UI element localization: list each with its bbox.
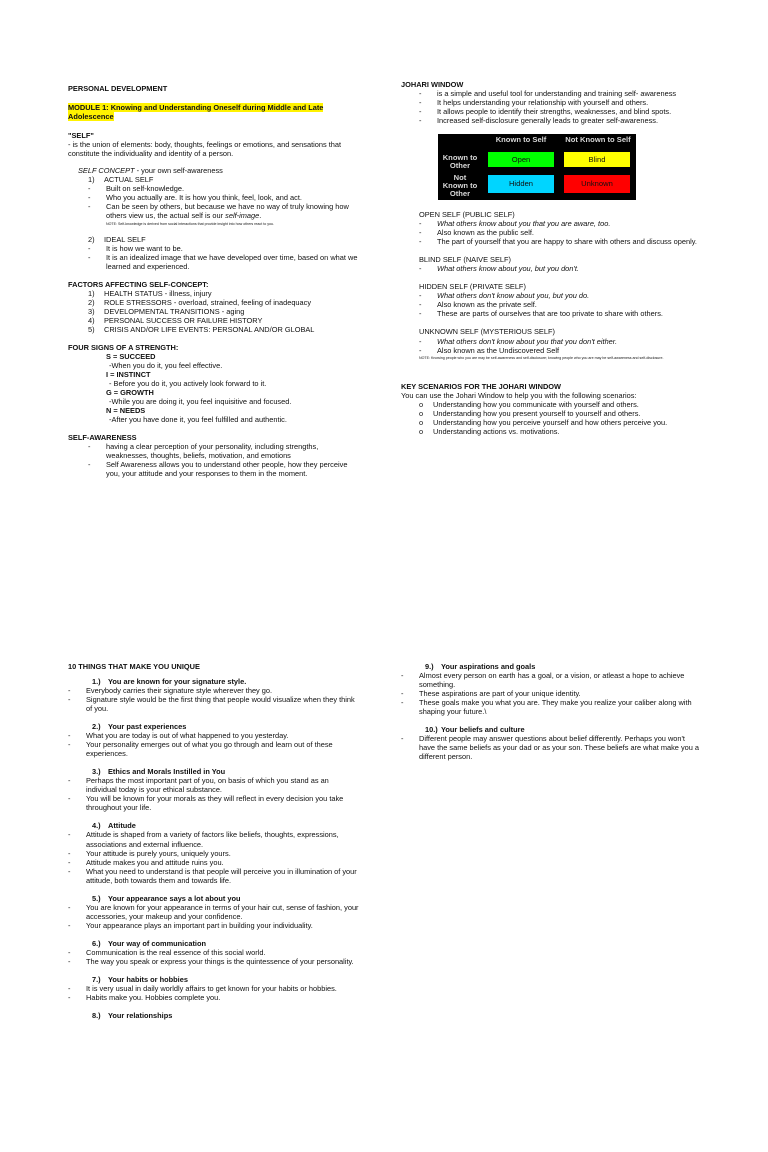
page2-left-column <box>68 662 360 1029</box>
ideal-self-block: 2) IDEAL SELF - It is how we want to be. - It is an idealized image that we have developed over time, based on what we learned and experienced. <box>68 235 360 271</box>
list-item: - Also known as the public self. <box>419 228 534 238</box>
unique-heading: 10 THINGS THAT MAKE YOU UNIQUE <box>68 662 200 671</box>
list-item: - Attitude is shaped from a variety of factors like beliefs, thoughts, expressions, associations and external influence. <box>68 830 339 849</box>
unique-item <box>68 821 360 884</box>
list-item: 2) ROLE STRESSORS - overload, strained, feeling of inadequacy <box>88 297 312 307</box>
unique-item-number: 2.) <box>92 722 101 732</box>
unique-list-left <box>68 677 360 1020</box>
list-item: o Understanding how you present yourself to yourself and others. <box>419 408 641 418</box>
unique-item-title: Your habits or hobbies <box>108 974 188 984</box>
unique-item <box>68 894 360 930</box>
unique-item-number: 7.) <box>92 974 101 984</box>
open-self-block <box>401 210 699 246</box>
unique-item-title: Your way of communication <box>108 938 207 948</box>
sign-key: N = NEEDS <box>106 406 146 416</box>
unique-item-title: You are known for your signature style. <box>108 677 247 687</box>
johari-window-graphic <box>438 134 636 200</box>
johari-list <box>401 89 699 125</box>
sign-desc: -After you have done it, you feel fulfilled and authentic. <box>109 415 287 425</box>
list-item: - What you need to understand is that people will perceive you in illumination of your attitude, both towards them and towards life. <box>68 866 357 885</box>
module-heading: MODULE 1: Knowing and Understanding Oneself during Middle and Late Adolescence <box>68 103 324 122</box>
unique-item-title: Your beliefs and culture <box>441 725 525 735</box>
sign-key: I = INSTINCT <box>106 370 151 380</box>
johari-col-not-known-to-self: Not Known to Self <box>565 135 631 145</box>
johari-open-cell: Open <box>488 152 554 167</box>
list-item: 5) CRISIS AND/OR LIFE EVENTS: PERSONAL AND/OR GLOBAL <box>88 324 315 334</box>
list-item: - Perhaps the most important part of you, on basis of which you stand as an individual today is your ethical substance. <box>68 776 329 795</box>
unique-item <box>68 677 360 713</box>
list-item: - Who you actually are. It is how you think, feel, look, and act. <box>88 193 302 203</box>
unique-item <box>401 662 701 716</box>
johari-unknown-cell: Unknown <box>564 175 630 193</box>
sign-desc: - Before you do it, you actively look forward to it. <box>109 379 267 389</box>
list-item: - These goals make you what you are. They make you realize your caliber along with shaping your future.\ <box>401 698 692 717</box>
signs-list <box>68 352 360 424</box>
list-item: - The part of yourself that you are happy to share with others and discuss openly. <box>419 237 697 247</box>
list-item: - You will be known for your morals as they will reflect in every decision you take throughout your life. <box>68 794 344 813</box>
list-item: - Communication is the real essence of this social world. <box>68 947 266 957</box>
unique-item <box>68 1011 360 1020</box>
document-page-2 <box>0 640 768 1152</box>
list-item: - Almost every person on earth has a goal, or a vision, or atleast a hope to achieve something. <box>401 671 685 690</box>
list-item: 4) PERSONAL SUCCESS OR FAILURE HISTORY <box>88 315 263 325</box>
unique-item <box>68 722 360 758</box>
unique-item-title: Your relationships <box>108 1010 173 1020</box>
list-item: - It is very usual in daily worldly affairs to get known for your habits or hobbies. <box>68 983 337 993</box>
list-item: - having a clear perception of your personality, including strengths, weaknesses, thoughts, beliefs, motivation, and emotions <box>88 442 319 461</box>
list-item: - Can be seen by others, but because we have no way of truly knowing how others view us, the actual self is our self-image. <box>88 202 349 221</box>
list-item: o Understanding actions vs. motivations. <box>419 427 560 437</box>
self-heading: "SELF" <box>68 131 94 141</box>
johari-row-not-known-to-other: Not Known to Other <box>442 173 478 199</box>
unique-item-number: 5.) <box>92 893 101 903</box>
unique-list-right <box>401 662 701 761</box>
unknown-self-title: UNKNOWN SELF (MYSTERIOUS SELF) <box>419 327 555 337</box>
scenarios-heading: KEY SCENARIOS FOR THE JOHARI WINDOW <box>401 381 562 391</box>
actual-self-block: 1) ACTUAL SELF - Built on self-knowledge. - Who you actually are. It is how you think, feel, look, and act. - Can be seen by others, but because we have no way of truly knowing how others view us, the actual self is our self-image. NOTE: Self-knowledge is derived from social interactions that provide insight into how others react to you. <box>68 175 360 226</box>
list-item: - Your appearance plays an important part in building your individuality. <box>68 920 313 930</box>
list-item: - Built on self-knowledge. <box>88 184 185 194</box>
sign-key: S = SUCCEED <box>106 352 156 362</box>
list-item: - What others don't know about you, but you do. <box>419 291 590 301</box>
list-item: o Understanding how you communicate with yourself and others. <box>419 399 639 409</box>
unique-item-number: 8.) <box>92 1010 101 1020</box>
list-item: - Your attitude is purely yours, uniquely yours. <box>68 848 231 858</box>
unique-item-number: 3.) <box>92 767 101 777</box>
unique-item-title: Your aspirations and goals <box>441 662 536 671</box>
actual-self-title: ACTUAL SELF <box>104 175 154 185</box>
blind-self-title: BLIND SELF (NAIVE SELF) <box>419 255 511 265</box>
list-item: - It helps understanding your relationship with yourself and others. <box>419 98 649 108</box>
unique-item <box>68 939 360 966</box>
page1-right-column <box>401 80 699 436</box>
johari-row-known-to-other: Known to Other <box>442 153 478 171</box>
self-concept-line: SELF CONCEPT - your own self-awareness <box>78 166 223 176</box>
sign-desc: -When you do it, you feel effective. <box>109 361 223 371</box>
list-item: - Habits make you. Hobbies complete you. <box>68 992 221 1002</box>
sign-key: G = GROWTH <box>106 388 154 398</box>
list-item: - You are known for your appearance in terms of your hair cut, sense of fashion, your accessories, your makeup and your confidence. <box>68 902 359 921</box>
scenarios-intro: You can use the Johari Window to help you with the following scenarios: <box>401 390 637 400</box>
unique-item-title: Your appearance says a lot about you <box>108 893 241 903</box>
list-item: - Increased self-disclosure generally leads to greater self-awareness. <box>419 116 659 126</box>
list-item: - Your personality emerges out of what you go through and learn out of these experiences. <box>68 740 333 759</box>
self-awareness-heading: SELF-AWARENESS <box>68 433 137 443</box>
document-page-1 <box>0 0 768 512</box>
hidden-self-title: HIDDEN SELF (PRIVATE SELF) <box>419 282 526 292</box>
unique-item-number: 1.) <box>92 677 101 687</box>
page1-left-column <box>68 84 360 478</box>
self-awareness-list <box>68 442 360 478</box>
unique-item <box>401 725 701 761</box>
unique-item-title: Attitude <box>108 821 136 831</box>
list-item: - Also known as the Undiscovered Self <box>419 345 560 355</box>
unique-item-number: 4.) <box>92 821 101 831</box>
list-item: - These aspirations are part of your unique identity. <box>401 689 581 699</box>
unique-item-number: 9.) <box>425 662 434 671</box>
unique-item <box>68 767 360 812</box>
signs-heading: FOUR SIGNS OF A STRENGTH: <box>68 343 179 352</box>
blind-self-block <box>401 255 699 273</box>
johari-heading: JOHARI WINDOW <box>401 80 464 89</box>
list-item: - Attitude makes you and attitude ruins you. <box>68 857 224 867</box>
unique-item-number: 6.) <box>92 938 101 948</box>
ideal-self-title: IDEAL SELF <box>104 234 146 244</box>
unique-item <box>68 975 360 1002</box>
unknown-self-note: NOTE: Knowing people who you are may be self-awareness and self-disclosure; knowing people who you are may be self-awareness and self-disclosure. <box>419 355 664 360</box>
list-item: - Everybody carries their signature style wherever they go. <box>68 686 273 696</box>
list-item: - is a simple and useful tool for understanding and training self- awareness <box>419 89 677 99</box>
list-item: - These are parts of ourselves that are too private to share with others. <box>419 309 663 319</box>
list-item: - Self Awareness allows you to understand other people, how they perceive you, your attitude and your responses to them in the moment. <box>88 460 348 479</box>
list-item: - What you are today is out of what happened to you yesterday. <box>68 731 289 741</box>
hidden-self-block <box>401 282 699 318</box>
document-title: PERSONAL DEVELOPMENT <box>68 84 168 93</box>
sign-desc: -While you are doing it, you feel inquisitive and focused. <box>109 397 292 407</box>
page2-right-column <box>401 662 701 770</box>
unique-item-title: Your past experiences <box>108 722 187 732</box>
list-item: 3) DEVELOPMENTAL TRANSITIONS - aging <box>88 306 245 316</box>
factors-list <box>68 289 360 334</box>
list-item: - It is how we want to be. <box>88 243 183 253</box>
johari-col-known-to-self: Known to Self <box>495 135 547 145</box>
unknown-self-block <box>401 327 699 359</box>
open-self-title: OPEN SELF (PUBLIC SELF) <box>419 210 515 220</box>
johari-blind-cell: Blind <box>564 152 630 167</box>
self-definition: - is the union of elements: body, thoughts, feelings or emotions, and sensations that constitute the individuality and identity of a person. <box>68 140 342 159</box>
johari-hidden-cell: Hidden <box>488 175 554 193</box>
list-item: - Signature style would be the first thing that people would visualize when they think of you. <box>68 695 355 714</box>
factors-heading: FACTORS AFFECTING SELF-CONCEPT: <box>68 279 209 289</box>
list-item: - It allows people to identify their strengths, weaknesses, and blind spots. <box>419 107 672 117</box>
list-item: - The way you speak or express your things is the quintessence of your personality. <box>68 956 354 966</box>
list-item: - Different people may answer questions about belief differently. Perhaps you won't have the same beliefs as your dad or as your son. These beliefs are what make you a different person. <box>401 734 700 762</box>
list-item: - It is an idealized image that we have developed over time, based on what we learned and experienced. <box>88 252 358 271</box>
actual-self-note: NOTE: Self-knowledge is derived from social interactions that provide insight into how others react to you. <box>106 222 274 227</box>
list-item: - What others know about you that you are aware, too. <box>419 219 611 229</box>
list-item: o Understanding how you perceive yourself and how others perceive you. <box>419 418 668 427</box>
unique-item-title: Ethics and Morals Instilled in You <box>108 767 226 777</box>
list-item: 1) HEALTH STATUS - illness, injury <box>88 288 212 298</box>
list-item: - Also known as the private self. <box>419 300 537 310</box>
list-item: - What others know about you, but you don't. <box>419 264 579 274</box>
scenarios-list <box>401 400 699 436</box>
unique-item-number: 10.) <box>425 725 438 735</box>
list-item: - What others don't know about you that you don't either. <box>419 336 618 346</box>
